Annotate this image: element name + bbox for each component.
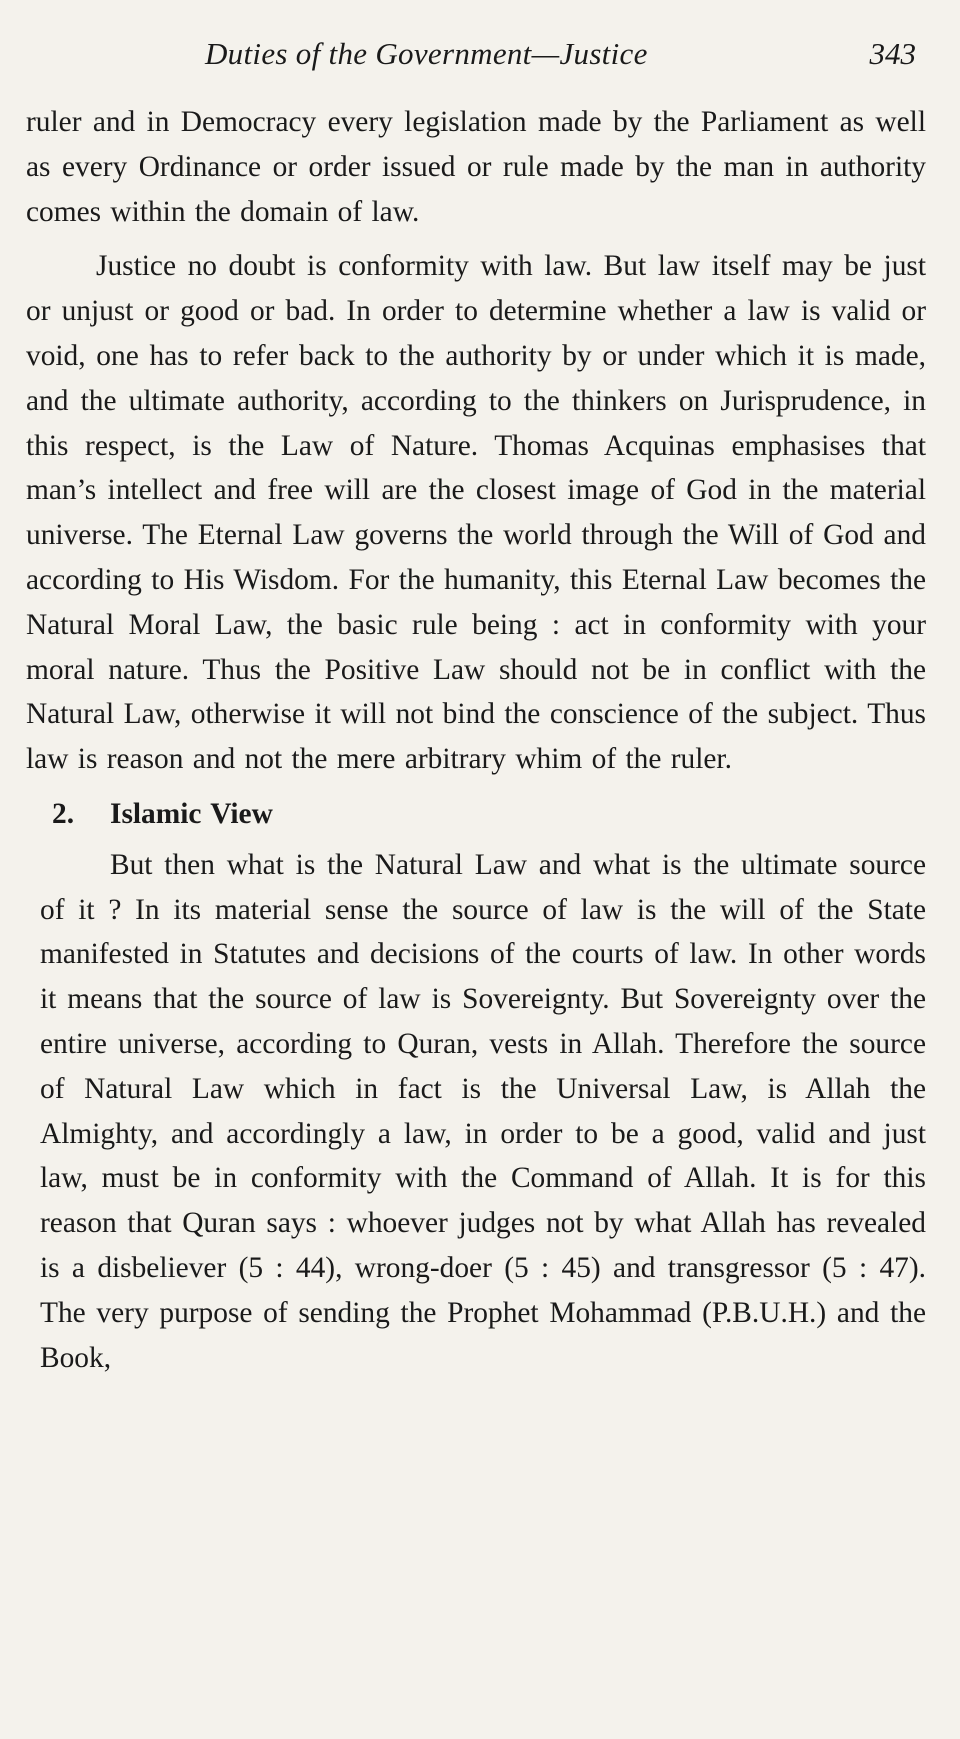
paragraph-justice-conformity: Justice no doubt is conformity with law. But law itself may be just or unjust or good or bad. In order to determine whether a law is valid or void, one has to refer back to the authority by or under which it is made, and the ultimate authority, according to the thinkers on Jurisprudence, in this respect, is the Law of Nature. Thomas Acquinas emphasises that man’s intellect and free will are the closest image of God in the material universe. The Eternal Law governs the world through the Will of God and according to His Wisdom. For the humanity, this Eternal Law becomes the Natural Moral Law, the basic rule being : act in conformity with your moral nature. Thus the Positive Law should not be in conflict with the Natural Law, otherwise it will not bind the conscience of the subject. Thus law is reason and not the mere arbitrary whim of the ruler. xyxy=(26,250,926,776)
section-number: 2. xyxy=(52,797,75,830)
section-heading xyxy=(52,792,926,837)
islamic-view-section xyxy=(26,792,926,1380)
paragraph-continued: ruler and in Democracy every legislation made by the Parliament as well as every Ordinance or order issued or rule made by the man in authority comes within the domain of law. xyxy=(26,106,926,228)
body-text xyxy=(26,100,926,1380)
section-title: Islamic View xyxy=(110,797,273,830)
page-number: 343 xyxy=(869,36,916,71)
paragraph-natural-law: But then what is the Natural Law and what is the ultimate source of it ? In its material sense the source of law is the will of the State manifested in Statutes and decisions of the courts of law. In other words it means that the source of law is Sovereignty. But Sovereignty over the entire universe, according to Quran, vests in Allah. Therefore the source of Natural Law which in fact is the Universal Law, is Allah the Almighty, and accordingly a law, in order to be a good, valid and just law, must be in conformity with the Command of Allah. It is for this reason that Quran says : whoever judges not by what Allah has revealed is a disbeliever (5 : 44), wrong-doer (5 : 45) and transgressor (5 : 47). The very purpose of sending the Prophet Mohammad (P.B.U.H.) and the Book, xyxy=(40,848,926,1374)
running-title: Duties of the Government—Justice xyxy=(205,36,648,71)
running-header xyxy=(0,36,960,80)
